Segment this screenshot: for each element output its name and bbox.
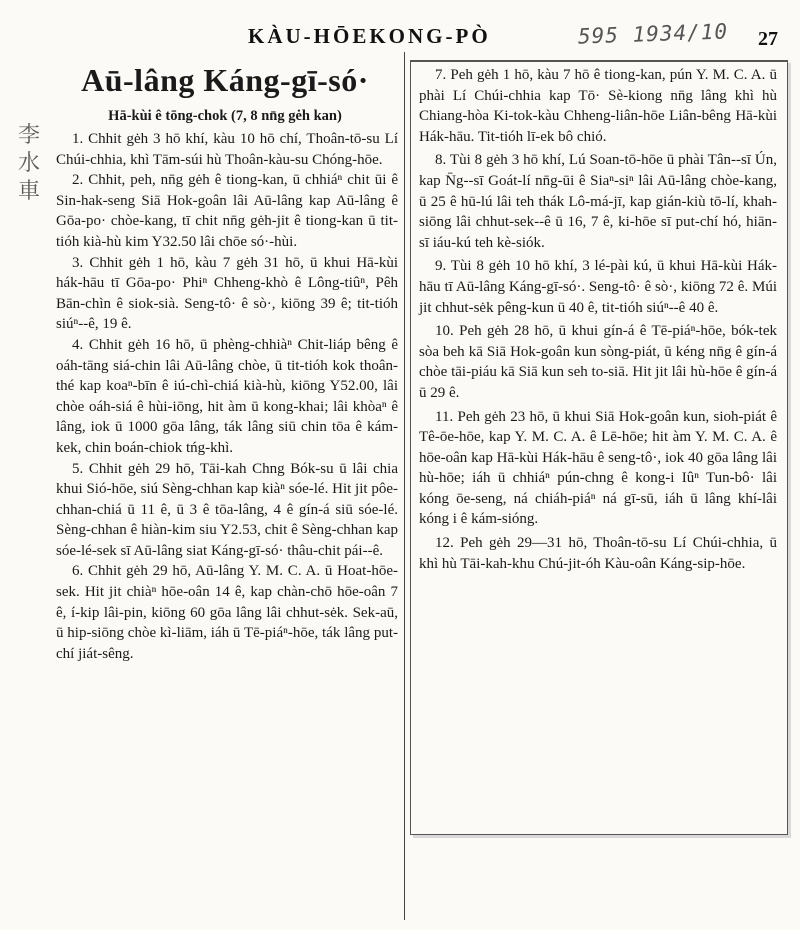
newspaper-title: KÀU-HŌEKONG-PÒ: [248, 24, 491, 48]
article-paragraph: 3. Chhit gėh 1 hō, kàu 7 gėh 31 hō, ū khui Hā-kùi hák-hāu tī Gōa-po· Phiⁿ Chheng-khò ê Lông-tiûⁿ, Pêh Bān-chìn ê siok-sià. Seng-tô· ê sò·, kiōng 39 ê; tit-tióh siúⁿ--ê, 19 ê.: [56, 254, 398, 333]
article-paragraph: 10. Peh gėh 28 hō, ū khui gín-á ê Tē-piáⁿ-hōe, bók-tek sòa beh kā Siā Hok-goân kun sòng-piát, ū kéng nn̄g ê gín-á chòe tāi-piáu kā Siā kun seh to-siā. Hit jit lâi hù-hōe ê gín-á ū 29 ê.: [419, 323, 777, 401]
article-paragraph: 5. Chhit gėh 29 hō, Tāi-kah Chng Bók-su ū lâi chia khui Sió-hōe, siú Sèng-chhan kap kiàⁿ sóe-lé. Hit jit pôe-chhan-chiá ū 11 ê, ū 3 ê tōa-lâng, 4 ê gín-á siū sóe-lé. Sèng-chhan ê hiàn-kim siu Y2.53, chit ê Sèng-chhan kap sóe-lé-sek sī Aū-lâng siat Káng-gī-só· thâu-chit pái--ê.: [56, 460, 398, 559]
left-column: [46, 52, 405, 920]
margin-char: 水: [17, 151, 40, 176]
article-paragraph: 11. Peh gėh 23 hō, ū khui Siā Hok-goân kun, sioh-piát ê Tê-ōe-hōe, kap Y. M. C. A. ê Lē-hōe; hit àm Y. M. C. A. ê hōe-oân kap Hā-kùi Hák-hāu ê seng-tô·, iok 40 gōa lâng lâi hù-hōe; iáh ū chhiáⁿ pún-chng ê kong-i Iûⁿ Tun-bô· lâi kóng ōe-seng, ná chiáh-piáⁿ ná gī-sū, iáh ū lâng khí-lâi kóng i ê kám-sióng.: [419, 408, 777, 528]
article-subtitle: Hā-kùi ê tōng-chok (7, 8 nn̄g gėh kan): [108, 108, 342, 124]
article-paragraph: 6. Chhit gėh 29 hō, Aū-lâng Y. M. C. A. ū Hoat-hōe-sek. Hit jit chiàⁿ hōe-oân 14 ê, kap chàn-chō hōe-oân 7 ê, í-kip lâi-pin, kiōng 60 gōa lâng lâi chhut-sėk. Sek-aū, ū hip-siōng chòe kì-liām, iáh ū Tē-piáⁿ-hōe, ták lâng put-chí jiát-sêng.: [56, 563, 398, 662]
right-column: [410, 60, 788, 835]
article-paragraph: 1. Chhit gėh 3 hō khí, kàu 10 hō chí, Thoân-tō-su Lí Chúi-chhia, khì Tām-súi hù Thoân-kàu-su Chóng-hōe.: [56, 131, 398, 168]
handwritten-archive-note: 595 1934/10: [577, 19, 729, 49]
margin-char: 車: [17, 179, 40, 204]
page-header: [0, 0, 800, 60]
article-paragraph: 4. Chhit gėh 16 hō, ū phèng-chhiàⁿ Chit-liáp bêng ê oáh-tāng siá-chin lâi Aū-lâng chòe, ū tit-tióh kok thoân-thé kap koaⁿ-bīn ê iú-chì-chiá kià-hù, kiōng Y52.00, lâi chòe oáh-siá ê hùi-iōng, hit àm ū kong-khai; lâi khòaⁿ ê lâng, iok ū 1000 gōa lâng, ták lâng siū chin tōa ê kám-kek, chin boán-chiok tńg-khì.: [56, 336, 398, 456]
article-paragraph: 7. Peh gėh 1 hō, kàu 7 hō ê tiong-kan, pún Y. M. C. A. ū phài Lí Chúi-chhia kap Tō· Sè-kiong nn̄g lâng khì hù Chiang-hòa Ki-tok-kàu Chheng-liân-hōe Liân-bêng Hā-kùi Hák-hāu. Tit-tióh lī-ek bô chió.: [419, 67, 777, 145]
handwritten-margin-name: [16, 122, 42, 206]
article-paragraph: 8. Tùi 8 gėh 3 hō khí, Lú Soan-tō-hōe ū phài Tân--sī Ún, kap N̄g--sī Goát-lí nn̄g-ūi ê Siaⁿ-siⁿ lâi Aū-lâng chòe-kang, ū 25 ê hū-lú lâi teh thák Lô-má-jī, kap gián-kiù tō-lí, khah-siōng lâi chhut-sek--ê ū 16, 7 ê, ki-hōe sī put-chí hó, hiān-sī iáu-kú teh kè-siók.: [419, 152, 777, 251]
article-paragraph: 2. Chhit, peh, nn̄g gėh ê tiong-kan, ū chhiáⁿ chit ūi ê Sin-hak-seng Siā Hok-goân lâi Aū-lâng kap Aū-lâng ê Gōa-po· chòe-kang, tī chit nn̄g gėh-jit ê tiong-kan ū tit-tióh kià-hù kim Y32.50 lâi chōe só·-hùi.: [56, 172, 398, 250]
article-title: Aū-lâng Káng-gī-só·: [81, 62, 369, 98]
page-number: 27: [758, 28, 778, 50]
article-paragraph: 9. Tùi 8 gėh 10 hō khí, 3 lé-pài kú, ū khui Hā-kùi Hák-hāu tī Aū-lâng Káng-gī-só·. Seng-tô· ê sò·, kiōng 72 ê. Múi jit chhut-sėk pêng-kun ū 40 ê, tit-tióh siúⁿ--ê 40 ê.: [419, 258, 777, 316]
article-paragraph: 12. Peh gėh 29—31 hō, Thoân-tō-su Lí Chúi-chhia, ū khì hù Tāi-kah-khu Chú-jit-óh Kàu-oân Káng-sip-hōe.: [419, 535, 777, 572]
margin-char: 李: [17, 123, 40, 148]
